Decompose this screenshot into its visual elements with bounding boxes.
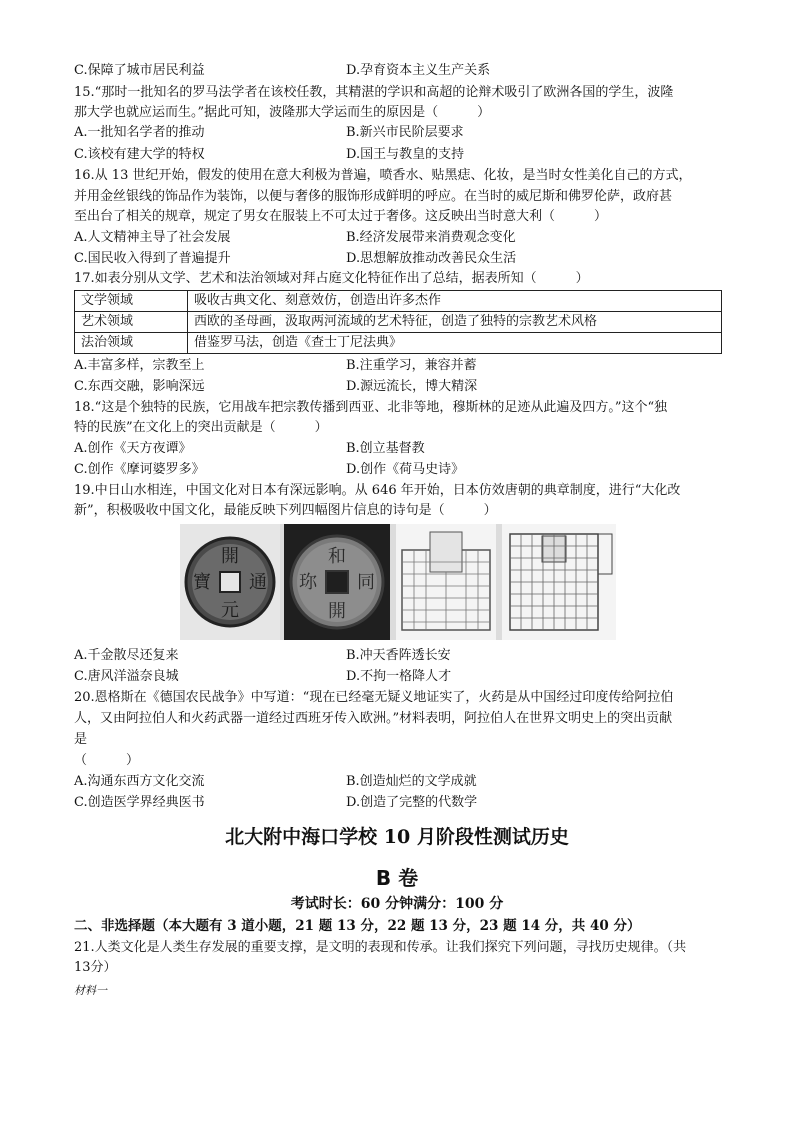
table-cell-desc: 借鉴罗马法，创造《查士丁尼法典》 bbox=[188, 333, 722, 354]
q20-stem-line1: 20.恩格斯在《德国农民战争》中写道：“现在已经毫无疑义地证实了，火药是从中国经过印度传给阿拉伯 bbox=[74, 690, 674, 705]
q15-option-c: C.该校有建大学的特权 bbox=[74, 147, 205, 162]
material-label: 材料一 bbox=[74, 984, 107, 997]
table-cell-field: 文学领域 bbox=[75, 291, 188, 312]
q14-option-c: C.保障了城市居民利益 bbox=[74, 63, 205, 78]
table-row bbox=[75, 333, 722, 354]
q18-stem-line1: 18.“这是个独特的民族，它用战车把宗教传播到西亚、北非等地，穆斯林的足迹从此遍及四方。”这个“独 bbox=[74, 400, 668, 415]
coin2-bottom-char: 開 bbox=[328, 601, 346, 622]
q20-option-b: B.创造灿烂的文学成就 bbox=[346, 774, 477, 789]
changan-city-plan-image bbox=[396, 524, 496, 640]
q19-option-c: C.唐风洋溢奈良城 bbox=[74, 669, 179, 684]
q17-option-c: C.东西交融，影响深远 bbox=[74, 379, 205, 394]
q16-stem-line2: 并用金丝银线的饰品作为装饰，以便与奢侈的服饰形成鲜明的呼应。在当时的威尼斯和佛罗伦萨，政府甚 bbox=[74, 189, 673, 204]
q18-option-a: A.创作《天方夜谭》 bbox=[74, 441, 192, 456]
q20-stem-line2: 人，又由阿拉伯人和火药武器一道经过西班牙传入欧洲。”材料表明，阿拉伯人在世界文明史上的突出贡献 bbox=[74, 711, 673, 726]
q16-stem-line1: 16.从 13 世纪开始，假发的使用在意大利极为普遍，喷香水、贴黑痣、化妆，是当时女性美化自己的方式， bbox=[74, 168, 692, 183]
q16-stem-line3: 至出台了相关的规章，规定了男女在服装上不可太过于奢侈。这反映出当时意大利（ ） bbox=[74, 209, 608, 224]
section-heading: 二、非选择题（本大题有 3 道小题，21 题 13 分，22 题 13 分，23 题 14 分，共 40 分） bbox=[74, 918, 641, 934]
wadokaichin-coin-image bbox=[284, 524, 390, 640]
q19-figure-strip bbox=[180, 524, 616, 640]
coin1-bottom-char: 元 bbox=[221, 600, 239, 621]
q19-stem-line2: 新”，积极吸收中国文化，最能反映下列四幅图片信息的诗句是（ ） bbox=[74, 503, 497, 518]
q20-stem-line3: 是 bbox=[74, 732, 88, 747]
coin1-left-char: 寶 bbox=[193, 572, 211, 593]
paper-b-title: 北大附中海口学校 10 月阶段性测试历史 bbox=[225, 826, 569, 848]
q17-stem: 17.如表分别从文学、艺术和法治领域对拜占庭文化特征作出了总结，据表所知（ ） bbox=[74, 271, 589, 286]
coin2-top-char: 和 bbox=[328, 546, 346, 567]
q14-option-d: D.孕育资本主义生产关系 bbox=[346, 63, 491, 78]
q16-option-d: D.思想解放推动改善民众生活 bbox=[346, 251, 517, 266]
kaiyuan-coin-image bbox=[180, 524, 280, 640]
coin2-right-char: 同 bbox=[357, 572, 375, 593]
q18-option-d: D.创作《荷马史诗》 bbox=[346, 462, 465, 477]
table-cell-field: 法治领域 bbox=[75, 333, 188, 354]
q16-option-a: A.人文精神主导了社会发展 bbox=[74, 230, 231, 245]
q19-option-b: B.冲天香阵透长安 bbox=[346, 648, 451, 663]
coin1-top-char: 開 bbox=[221, 546, 239, 567]
q15-stem-line2: 那大学也就应运而生。”据此可知，波隆那大学运而生的原因是（ ） bbox=[74, 105, 491, 120]
q17-option-d: D.源远流长，博大精深 bbox=[346, 379, 478, 394]
table-row bbox=[75, 312, 722, 333]
heijo-kyo-city-plan-image bbox=[502, 524, 616, 640]
table-cell-desc: 吸收古典文化、刻意效仿，创造出许多杰作 bbox=[188, 291, 722, 312]
table-row bbox=[75, 291, 722, 312]
q19-option-d: D.不拘一格降人才 bbox=[346, 669, 452, 684]
q20-stem-line4: （ ） bbox=[74, 753, 140, 768]
q15-option-b: B.新兴市民阶层要求 bbox=[346, 125, 464, 140]
q21-stem-line1: 21.人类文化是人类生存发展的重要支撑，是文明的表现和传承。让我们探究下列问题，寻找历史规律。（共 bbox=[74, 940, 687, 955]
q15-option-a: A.一批知名学者的推动 bbox=[74, 125, 205, 140]
coin1-right-char: 通 bbox=[249, 572, 267, 593]
table-cell-field: 艺术领域 bbox=[75, 312, 188, 333]
table-cell-desc: 西欧的圣母画，汲取两河流域的艺术特征，创造了独特的宗教艺术风格 bbox=[188, 312, 722, 333]
q17-option-a: A.丰富多样，宗教至上 bbox=[74, 358, 205, 373]
q18-option-b: B.创立基督教 bbox=[346, 441, 425, 456]
q21-stem-line2: 13分） bbox=[74, 960, 117, 975]
q16-option-c: C.国民收入得到了普遍提升 bbox=[74, 251, 231, 266]
q18-stem-line2: 特的民族”在文化上的突出贡献是（ ） bbox=[74, 420, 328, 435]
q16-option-b: B.经济发展带来消费观念变化 bbox=[346, 230, 516, 245]
q17-table bbox=[74, 290, 722, 354]
q15-stem-line1: 15.“那时一批知名的罗马法学者在该校任教，其精湛的学识和高超的论辩术吸引了欧洲各国的学生，波隆 bbox=[74, 85, 674, 100]
paper-b-subtitle: B 卷 bbox=[375, 866, 419, 890]
q19-stem-line1: 19.中日山水相连，中国文化对日本有深远影响。从 646 年开始，日本仿效唐朝的典章制度，进行“大化改 bbox=[74, 483, 681, 498]
q20-option-d: D.创造了完整的代数学 bbox=[346, 795, 478, 810]
q15-option-d: D.国王与教皇的支持 bbox=[346, 147, 465, 162]
q17-option-b: B.注重学习，兼容并蓄 bbox=[346, 358, 477, 373]
q19-option-a: A.千金散尽还复来 bbox=[74, 648, 179, 663]
q20-option-a: A.沟通东西方文化交流 bbox=[74, 774, 205, 789]
exam-info: 考试时长：60 分钟满分：100 分 bbox=[290, 896, 504, 912]
q18-option-c: C.创作《摩诃婆罗多》 bbox=[74, 462, 205, 477]
coin2-left-char: 珎 bbox=[299, 572, 317, 593]
q20-option-c: C.创造医学界经典医书 bbox=[74, 795, 205, 810]
